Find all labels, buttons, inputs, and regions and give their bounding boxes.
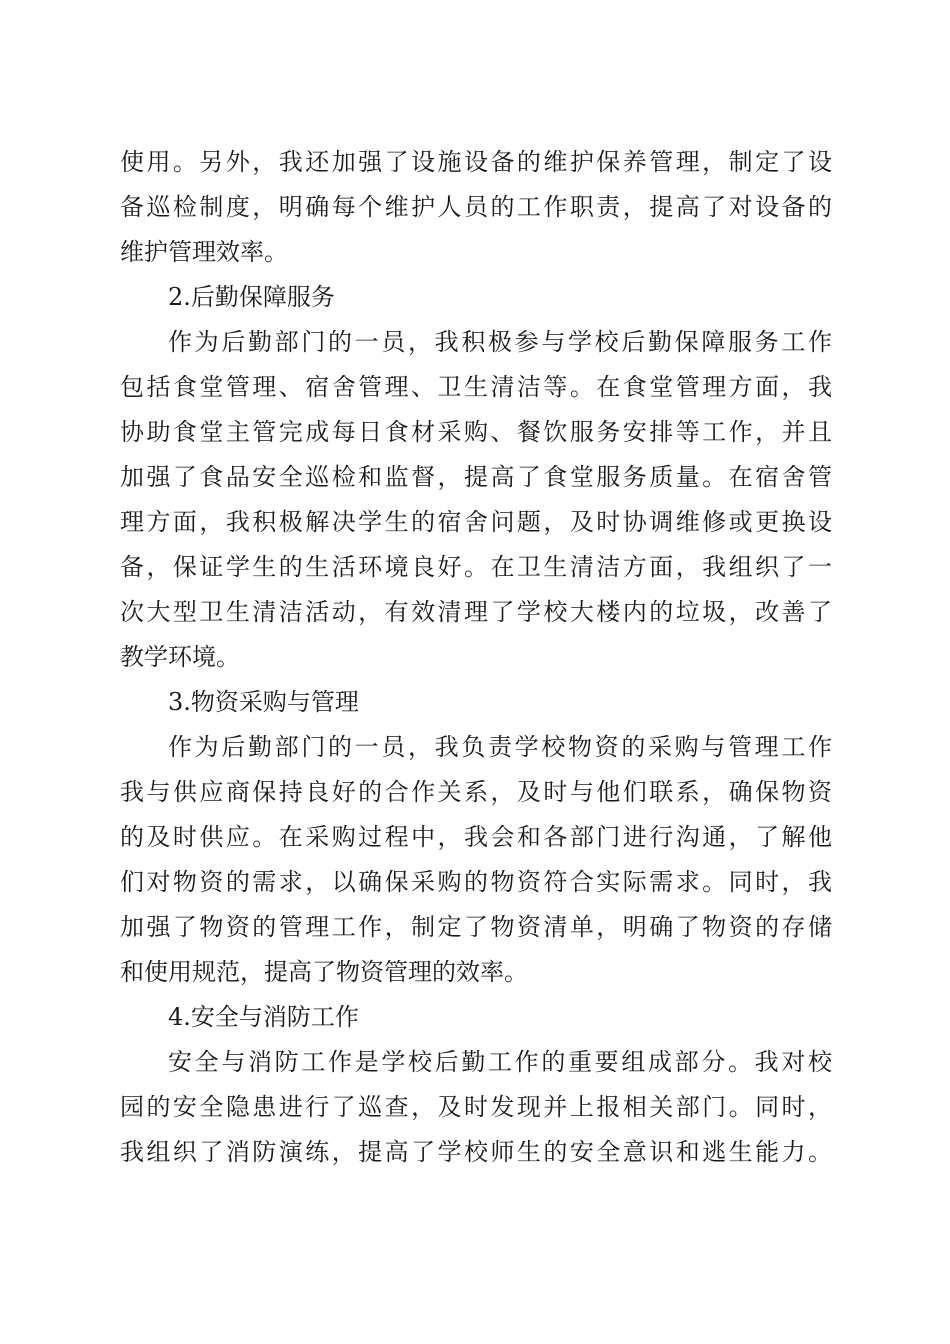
paragraph-line: 教学环境。: [120, 643, 240, 671]
paragraph-line: 包括食堂管理、宿舍管理、卫生清洁等。在食堂管理方面，我: [120, 373, 832, 401]
paragraph-line: 安全与消防工作是学校后勤工作的重要组成部分。我对校: [168, 1048, 832, 1076]
section-heading: 2.后勤保障服务: [168, 283, 335, 311]
paragraph-line: 维护管理效率。: [120, 238, 288, 266]
paragraph-line: 和使用规范，提高了物资管理的效率。: [120, 958, 528, 986]
paragraph-line: 协助食堂主管完成每日食材采购、餐饮服务安排等工作，并且: [120, 418, 832, 446]
paragraph-line: 作为后勤部门的一员，我负责学校物资的采购与管理工作: [168, 733, 832, 761]
paragraph-line: 备巡检制度，明确每个维护人员的工作职责，提高了对设备的: [120, 193, 832, 221]
section-heading: 4.安全与消防工作: [168, 1003, 359, 1031]
paragraph-line: 次大型卫生清洁活动，有效清理了学校大楼内的垃圾，改善了: [120, 598, 832, 626]
paragraph-line: 我与供应商保持良好的合作关系，及时与他们联系，确保物资: [120, 778, 832, 806]
paragraph-line: 的及时供应。在采购过程中，我会和各部门进行沟通，了解他: [120, 823, 832, 851]
paragraph-line: 备，保证学生的生活环境良好。在卫生清洁方面，我组织了一: [120, 553, 832, 581]
paragraph-line: 园的安全隐患进行了巡查，及时发现并上报相关部门。同时，: [120, 1093, 832, 1121]
paragraph-line: 加强了食品安全巡检和监督，提高了食堂服务质量。在宿舍管: [120, 463, 832, 491]
section-heading: 3.物资采购与管理: [168, 688, 359, 716]
paragraph-line: 我组织了消防演练，提高了学校师生的安全意识和逃生能力。: [120, 1138, 832, 1166]
paragraph-line: 理方面，我积极解决学生的宿舍问题，及时协调维修或更换设: [120, 508, 832, 536]
paragraph-line: 加强了物资的管理工作，制定了物资清单，明确了物资的存储: [120, 913, 832, 941]
paragraph-line: 作为后勤部门的一员，我积极参与学校后勤保障服务工作: [168, 328, 832, 356]
paragraph-line: 使用。另外，我还加强了设施设备的维护保养管理，制定了设: [120, 148, 832, 176]
paragraph-line: 们对物资的需求，以确保采购的物资符合实际需求。同时，我: [120, 868, 832, 896]
